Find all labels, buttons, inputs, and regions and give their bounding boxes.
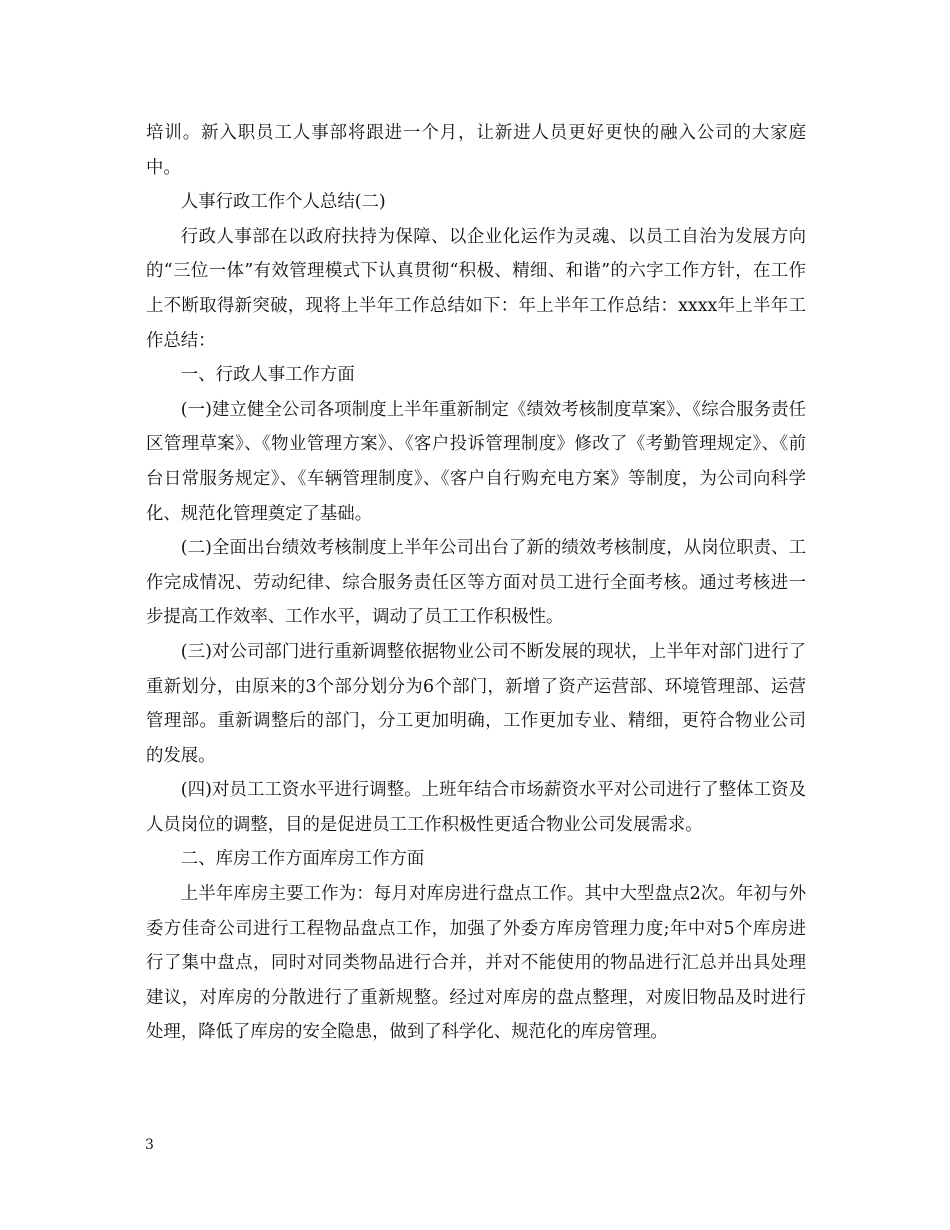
section-title-summary-two: 人事行政工作个人总结(二) [180,192,386,213]
paragraph-warehouse: 上半年库房主要工作为：每月对库房进行盘点工作。其中大型盘点2次。年初与外委方佳奇公司进行工程物品盘点工作，加强了外委方库房管理力度;年中对5个库房进行了集中盘点，同时对同类物品进行合并，并对不能使用的物品进行汇总并出具处理建议，对库房的分散进行了重新规整。经过对库房的盘点整理，对废旧物品及时进行处理，降低了库房的安全隐患，做到了科学化、规范化的库房管理。 [146,884,806,1043]
paragraph-item-two: (二)全面出台绩效考核制度上半年公司出台了新的绩效考核制度，从岗位职责、工作完成情况、劳动纪律、综合服务责任区等方面对员工进行全面考核。通过考核进一步提高工作效率、工作水平，调动了员工工作积极性。 [146,538,806,628]
document-body [146,116,806,1050]
page-number: 3 [145,1137,154,1153]
paragraph-continuation: 培训。新入职员工人事部将跟进一个月，让新进人员更好更快的融入公司的大家庭中。 [146,123,806,178]
heading-admin-hr-work: 一、行政人事工作方面 [180,365,355,386]
paragraph-item-four: (四)对员工工资水平进行调整。上班年结合市场薪资水平对公司进行了整体工资及人员岗位的调整，目的是促进员工工作积极性更适合物业公司发展需求。 [146,780,806,835]
paragraph-item-three: (三)对公司部门进行重新调整依据物业公司不断发展的现状，上半年对部门进行了重新划分，由原来的3个部分划分为6个部门，新增了资产运营部、环境管理部、运营管理部。重新调整后的部门，分工更加明确，工作更加专业、精细，更符合物业公司的发展。 [146,641,806,766]
heading-warehouse-work: 二、库房工作方面库房工作方面 [180,849,425,870]
paragraph-item-one: (一)建立健全公司各项制度上半年重新制定《绩效考核制度草案》、《综合服务责任区管理草案》、《物业管理方案》、《客户投诉管理制度》修改了《考勤管理规定》、《前台日常服务规定》、《车辆管理制度》、《客户自行购充电方案》等制度，为公司向科学化、规范化管理奠定了基础。 [146,399,806,524]
paragraph-intro: 行政人事部在以政府扶持为保障、以企业化运作为灵魂、以员工自治为发展方向的“三位一体”有效管理模式下认真贯彻“积极、精细、和谐”的六字工作方针，在工作上不断取得新突破，现将上半年工作总结如下：年上半年工作总结：xxxx年上半年工作总结： [146,226,806,351]
